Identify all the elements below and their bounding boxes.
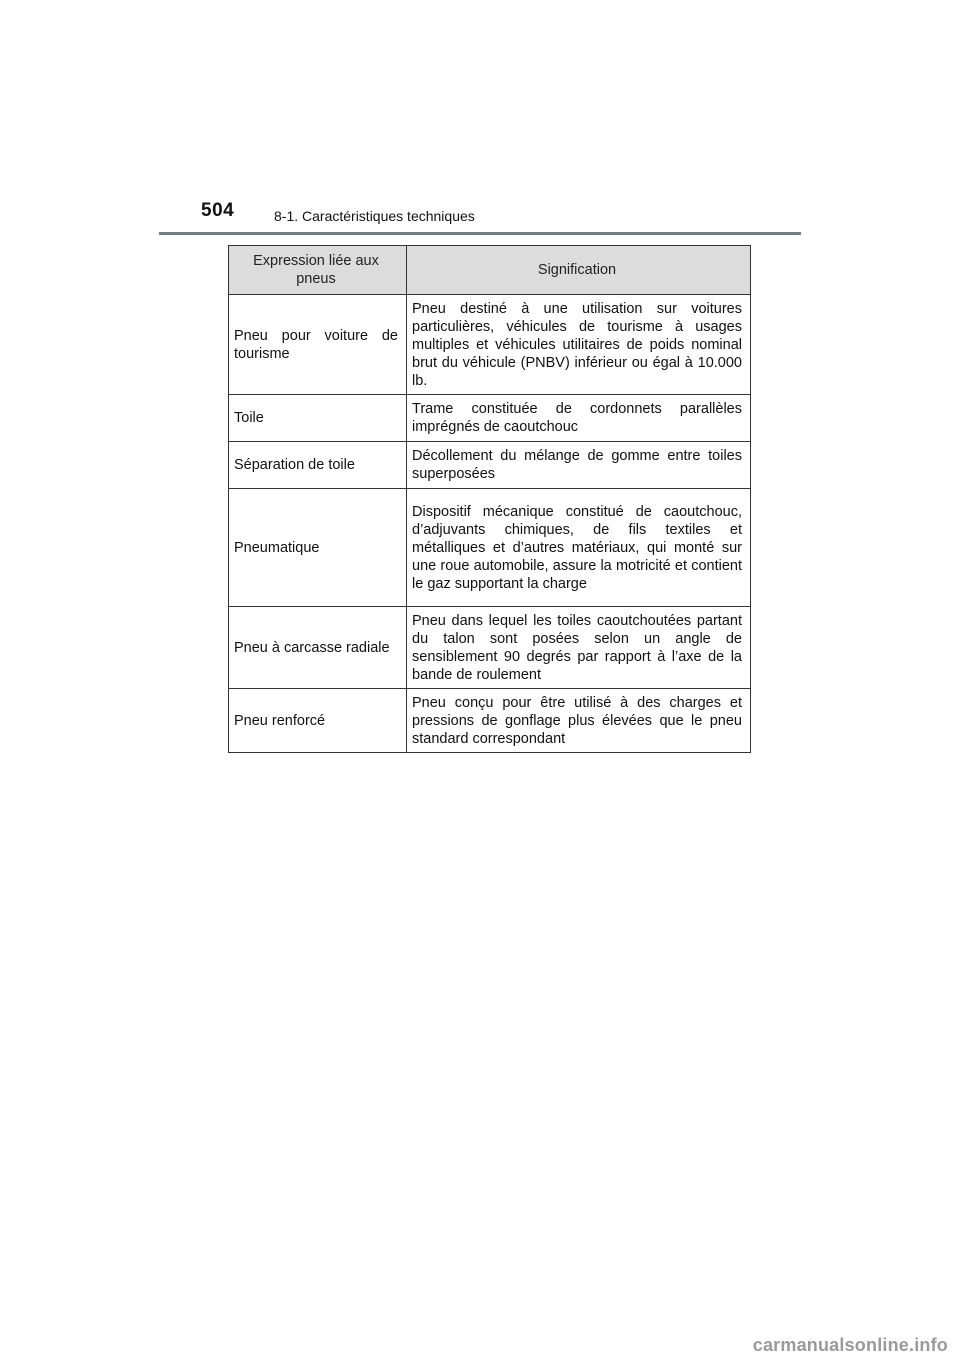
term-cell: Toile — [229, 395, 407, 442]
table-row — [229, 489, 751, 607]
table-row — [229, 395, 751, 442]
meaning-cell: Dispositif mécanique constitué de caoutchouc, d’adjuvants chimiques, de fils textiles et métalliques et d’autres matériaux, qui monté sur une roue automobile, assure la motricité et contient le gaz supportant la charge — [407, 489, 751, 607]
meaning-cell: Pneu destiné à une utilisation sur voitures particulières, véhicules de tourisme à usages multiples et véhicules utilitaires de poids nominal brut du véhicule (PNBV) inférieur ou égal à 10.000 lb. — [407, 295, 751, 395]
section-title: 8-1. Caractéristiques techniques — [274, 208, 475, 224]
tire-terms-table — [228, 245, 751, 753]
meaning-cell: Pneu conçu pour être utilisé à des charges et pressions de gonflage plus élevées que le pneu standard correspondant — [407, 689, 751, 753]
table-row — [229, 689, 751, 753]
page-header — [0, 0, 960, 240]
table-row — [229, 607, 751, 689]
column-header-term: Expression liée aux pneus — [229, 246, 407, 295]
term-cell: Pneu pour voiture de tourisme — [229, 295, 407, 395]
term-cell: Pneu renforcé — [229, 689, 407, 753]
table-row — [229, 295, 751, 395]
meaning-cell: Décollement du mélange de gomme entre toiles superposées — [407, 442, 751, 489]
meaning-cell: Trame constituée de cordonnets parallèles imprégnés de caoutchouc — [407, 395, 751, 442]
term-cell: Pneu à carcasse radiale — [229, 607, 407, 689]
meaning-cell: Pneu dans lequel les toiles caoutchoutées partant du talon sont posées selon un angle de sensiblement 90 degrés par rapport à l’axe de la bande de roulement — [407, 607, 751, 689]
header-divider — [159, 232, 801, 235]
column-header-meaning: Signification — [407, 246, 751, 295]
page-number: 504 — [201, 200, 235, 221]
watermark-text: carmanualsonline.info — [752, 1335, 948, 1355]
term-cell: Séparation de toile — [229, 442, 407, 489]
table-row — [229, 442, 751, 489]
table-header-row — [229, 246, 751, 295]
term-cell: Pneumatique — [229, 489, 407, 607]
